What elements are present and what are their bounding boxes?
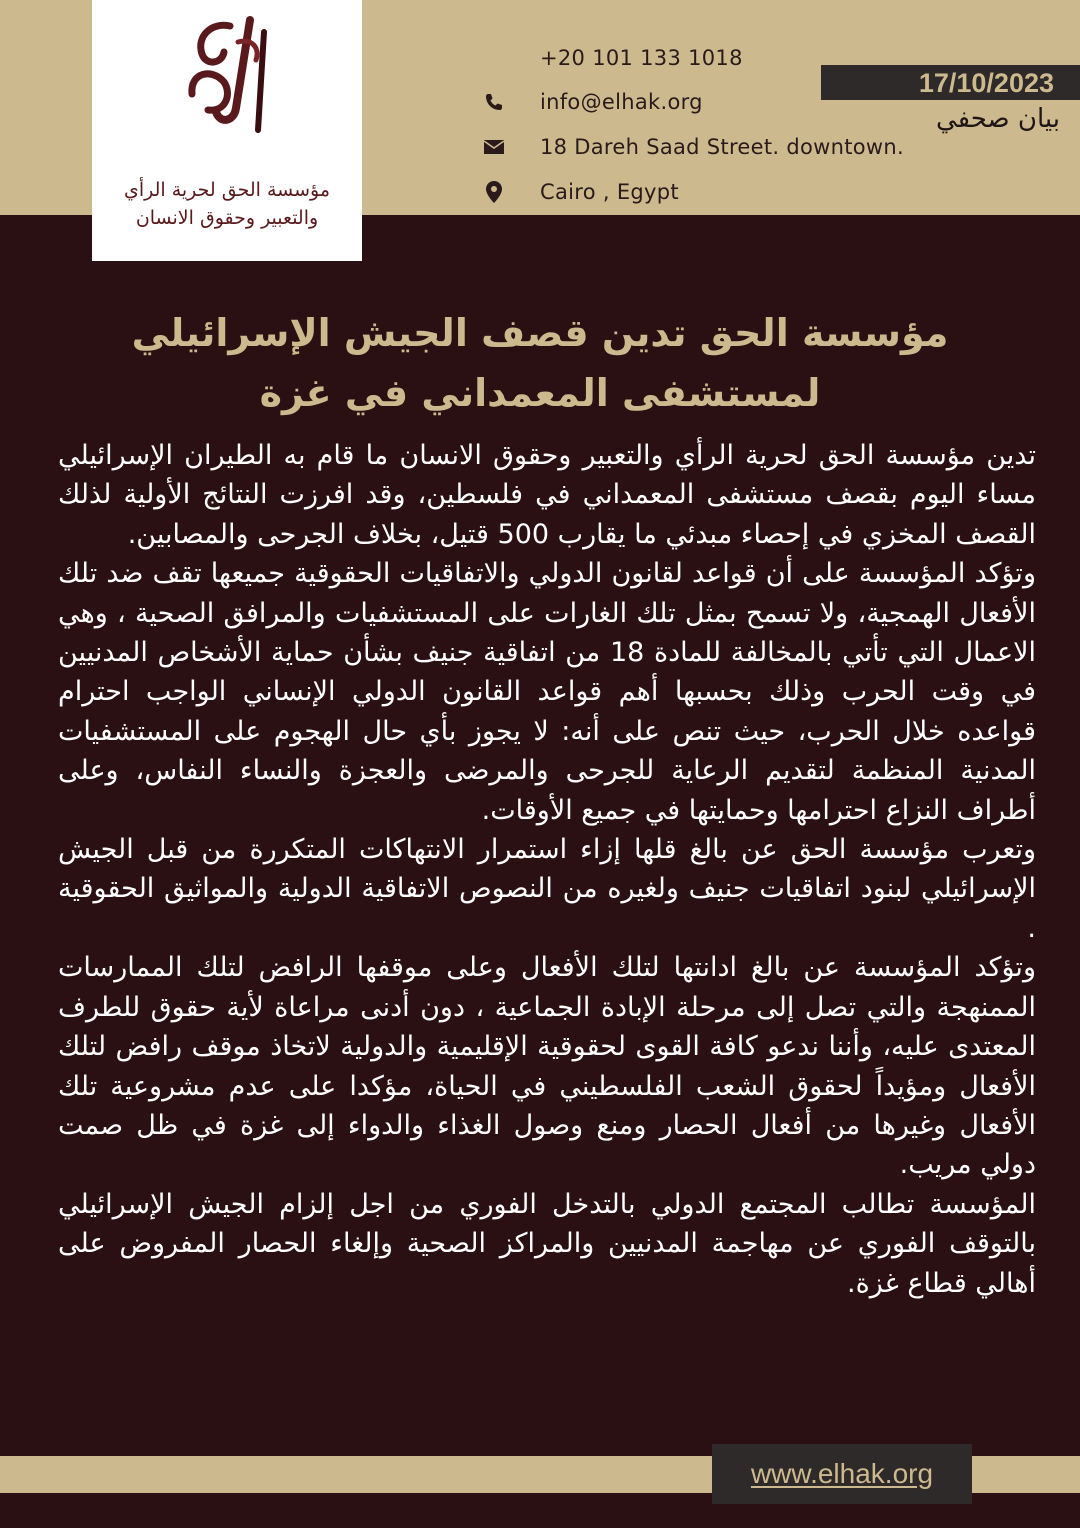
phone-number[interactable]: +20 101 133 1018 (540, 46, 743, 70)
statement-date: 17/10/2023 (918, 68, 1054, 98)
email-address[interactable]: info@elhak.org (540, 90, 703, 114)
paragraph-3: وتعرب مؤسسة الحق عن بالغ قلها إزاء استمرار الانتهاكات المتكررة من قبل الجيش الإسرائيلي لبنود اتفاقيات جنيف ولغيره من النصوص الاتفاقية الدولية والمواثيق الحقوقية . (58, 834, 1036, 944)
paragraph-4: وتؤكد المؤسسة عن بالغ ادانتها لتلك الأفعال وعلى موقفها الرافض لتلك الممارسات الممنهجة والتي تصل إلى مرحلة الإبادة الجماعية ، دون أدنى مراعاة لأية حقوق للطرف المعتدى عليه، وأننا ندعو كافة القوى لحقوقية الإقليمية والدولية لاتخاذ موقف رافض لتلك الأفعال ومؤيداً لحقوق الشعب الفلسطيني في الحياة، مؤكدا على عدم مشروعية تلك الأفعال وغيرها من أفعال الحصار ومنع وصول الغذاء والدواء إلى غزة في ظل صمت دولي مريب. (58, 952, 1036, 1181)
press-release-label: بيان صحفي (935, 104, 1060, 134)
contact-email-row (480, 87, 703, 117)
logo-box (92, 0, 362, 261)
street-address: 18 Dareh Saad Street. downtown. (540, 135, 904, 159)
website-link[interactable]: www.elhak.org (750, 1458, 934, 1489)
phone-icon (480, 90, 508, 114)
contact-address-row (480, 132, 904, 162)
footer-link-box (712, 1444, 972, 1504)
mail-icon (480, 135, 508, 159)
paragraph-2: وتؤكد المؤسسة على أن قواعد لقانون الدولي والاتفاقيات الحقوقية جميعها تقف ضد تلك الأفعال الهمجية، ولا تسمح بمثل تلك الغارات على المستشفيات والمرافق الصحية ، وهي الاعمال التي تأتي بالمخالفة للمادة 18 من اتفاقية جنيف بشأن حماية الأشخاص المدنيين في وقت الحرب وذلك بحسبها أهم قواعد القانون الدولي الإنساني الواجب احترام قواعده خلال الحرب، حيث تنص على أنه: لا يجوز بأي حال الهجوم على المستشفيات المدنية المنظمة لتقديم الرعاية للجرحى والمرضى والعجزة والنساء النفاس، وعلى أطراف النزاع احترامها وحمايتها في جميع الأوقات. (58, 558, 1037, 826)
title-line2: لمستشفى المعمداني في غزة (259, 371, 821, 415)
calligraphy-logo-icon (172, 12, 282, 142)
organization-name (92, 176, 362, 232)
city: Cairo , Egypt (540, 180, 679, 204)
contact-city-row (480, 177, 679, 207)
organization-name-line2: والتعبير وحقوق الانسان (135, 207, 319, 229)
organization-name-line1: مؤسسة الحق لحرية الرأي (123, 179, 331, 201)
date-bar (821, 65, 1080, 100)
statement-body (58, 436, 1036, 1303)
paragraph-5: المؤسسة تطالب المجتمع الدولي بالتدخل الفوري من اجل إلزام الجيش الإسرائيلي بالتوقف الفوري عن مهاجمة المدنيين والمراكز الصحية وإلغاء الحصار المفروض على أهالي قطاع غزة. (58, 1188, 1036, 1299)
location-pin-icon (480, 180, 508, 204)
title-line1: مؤسسة الحق تدين قصف الجيش الإسرائيلي (131, 311, 949, 355)
paragraph-1: تدين مؤسسة الحق لحرية الرأي والتعبير وحقوق الانسان ما قام به الطيران الإسرائيلي مساء اليوم بقصف مستشفى المعمداني في فلسطين، وقد افرزت النتائج الأولية لذلك القصف المخزي في إحصاء مبدئي ما يقارب 500 قتيل، بخلاف الجرحى والمصابين. (58, 440, 1036, 550)
page-title (60, 303, 1020, 423)
